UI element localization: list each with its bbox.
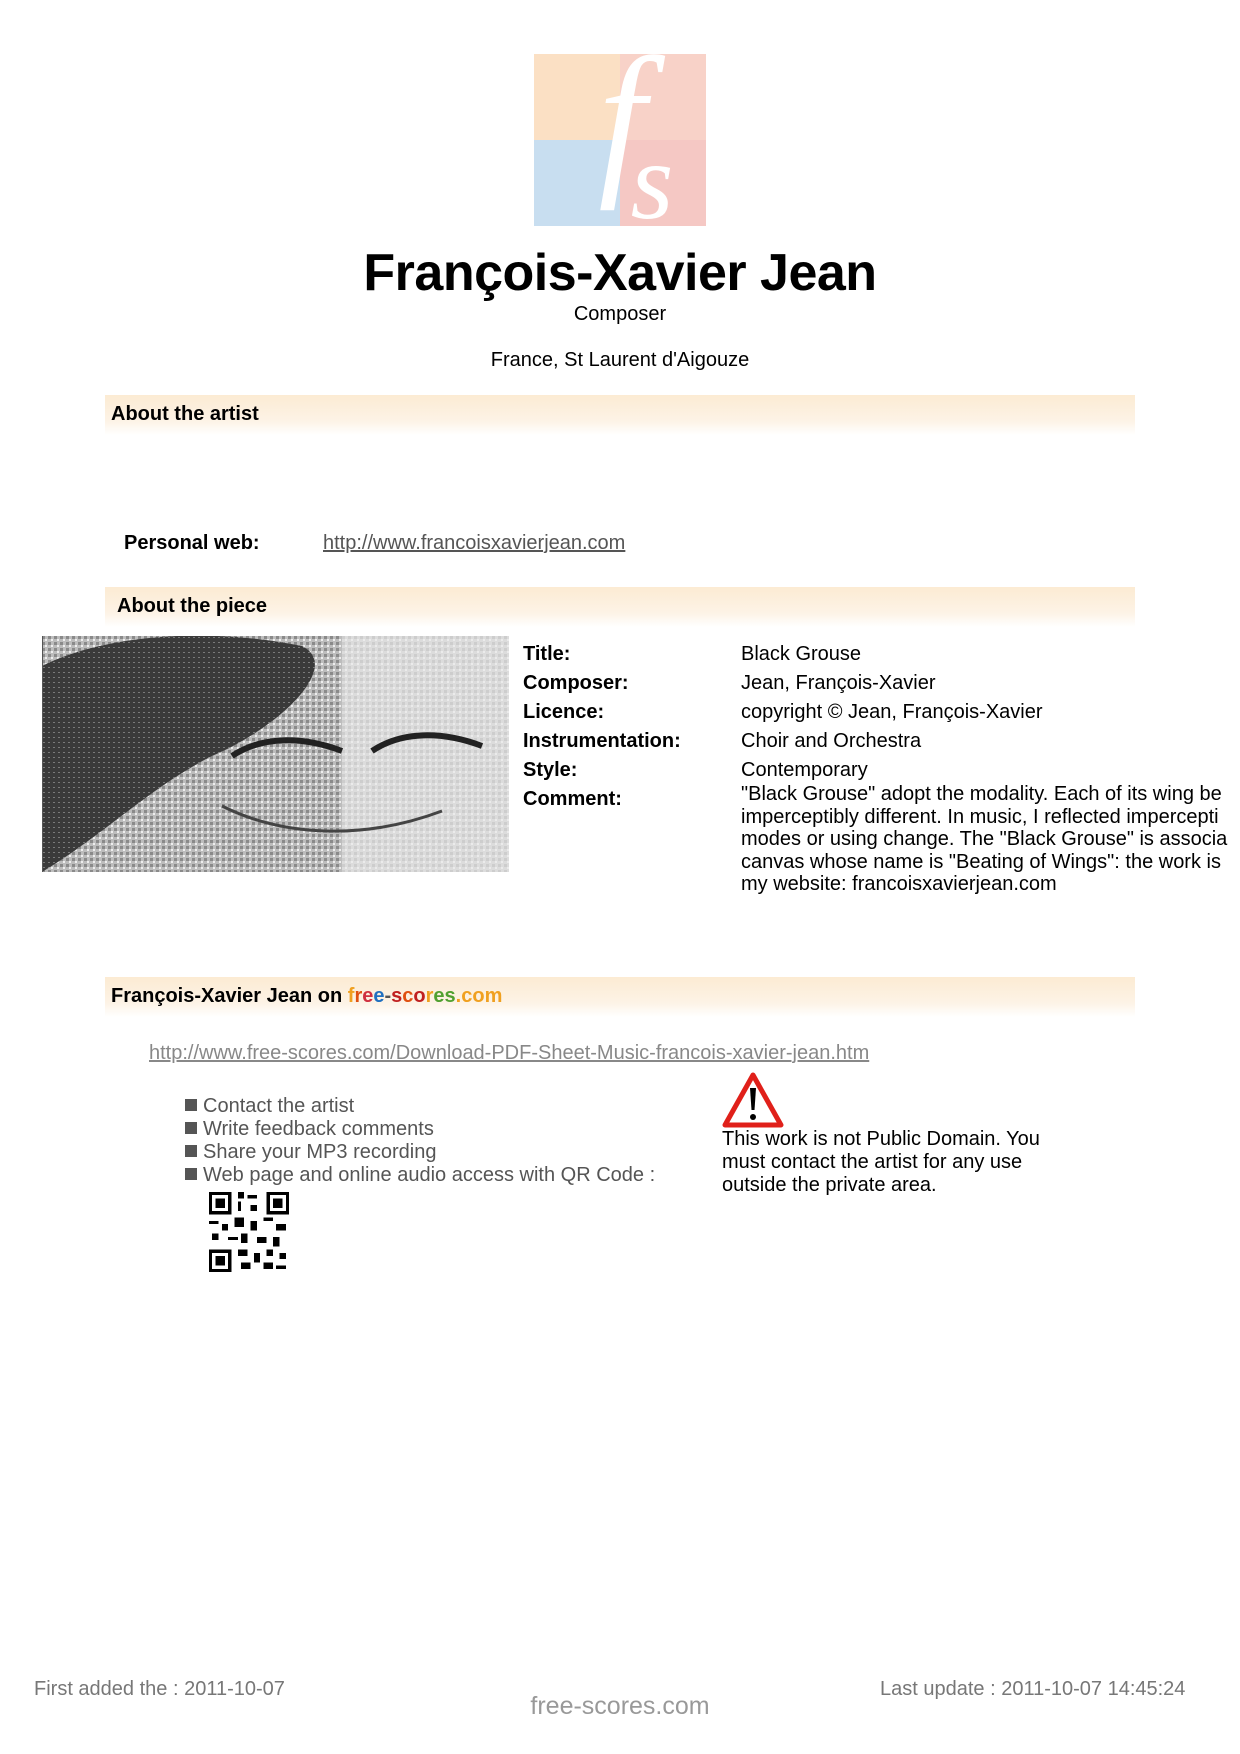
footer-brand: free-scores.com [530,1692,710,1720]
piece-image [42,636,509,872]
public-domain-warning: This work is not Public Domain. You must contact the artist for any use outside the private area. [722,1128,1040,1196]
brand-letter: .com [455,985,503,1007]
first-added-date: First added the : 2011-10-07 [34,1678,285,1700]
action-label: Web page and online audio access with QR Code : [203,1164,656,1186]
share-mp3-link[interactable] [185,1141,436,1164]
personal-web-link[interactable]: http://www.francoisxavierjean.com [323,532,626,554]
licence-value: copyright © Jean, François-Xavier [741,701,1043,723]
composer-value: Jean, François-Xavier [741,672,936,694]
section-title: About the artist [111,403,259,425]
svg-text:f: f [598,54,646,211]
action-label: Share your MP3 recording [203,1141,437,1163]
bullet-square-icon [185,1168,197,1180]
comment-line: "Black Grouse" adopt the modality. Each of its wing be [741,783,1222,805]
personal-web-label: Personal web: [124,532,260,554]
brand-letter: f [347,985,355,1007]
brand-letter: e [373,985,385,1007]
action-label: Write feedback comments [203,1118,434,1140]
style-label: Style: [523,759,578,781]
bullet-square-icon [185,1122,197,1134]
comment-line: modes or using change. The "Black Grouse" is associa [741,828,1228,850]
comment-line: imperceptibly different. In music, I reflected impercepti [741,805,1219,828]
instrumentation-label: Instrumentation: [523,730,681,752]
brand-letter: o [413,985,426,1007]
title-label: Title: [523,643,571,665]
qr-code-icon[interactable] [209,1192,289,1272]
on-free-scores-section [105,977,1135,1017]
about-artist-section [105,395,1135,435]
brand-letter: s [391,985,403,1007]
comment-value [741,783,1240,896]
qr-code-link[interactable] [185,1164,655,1187]
section-title-prefix: François-Xavier Jean on [111,985,348,1007]
bullet-square-icon [185,1145,197,1157]
svg-text:s: s [630,120,674,226]
comment-line: my website: francoisxavierjean.com [741,873,1057,895]
style-value: Contemporary [741,759,868,781]
brand-letter: e [433,985,445,1007]
free-scores-brand [348,985,503,1007]
brand-letter: - [384,985,392,1007]
comment-label: Comment: [523,788,622,810]
download-page-link[interactable]: http://www.free-scores.com/Download-PDF-Sheet-Music-francois-xavier-jean.htm [149,1042,870,1064]
brand-letter: r [425,985,434,1007]
artist-role: Composer [573,303,667,325]
brand-letter: s [444,985,456,1007]
contact-artist-link[interactable] [185,1095,354,1118]
artist-location: France, St Laurent d'Aigouze [490,349,750,371]
licence-label: Licence: [523,701,605,723]
composer-label: Composer: [523,672,629,694]
about-piece-section [105,587,1135,627]
free-scores-logo [534,54,706,226]
artist-name: François-Xavier Jean [363,244,877,302]
comment-line: canvas whose name is "Beating of Wings": the work is [741,850,1221,873]
brand-letter: e [362,985,374,1007]
section-title [111,985,502,1008]
instrumentation-value: Choir and Orchestra [741,730,922,752]
brand-letter: r [354,985,363,1007]
section-title: About the piece [117,595,268,617]
warning-icon [722,1072,784,1128]
bullet-square-icon [185,1099,197,1111]
action-label: Contact the artist [203,1095,355,1117]
last-update-date: Last update : 2011-10-07 14:45:24 [880,1678,1186,1700]
title-value: Black Grouse [741,643,862,665]
brand-letter: c [402,985,414,1007]
feedback-link[interactable] [185,1118,434,1141]
